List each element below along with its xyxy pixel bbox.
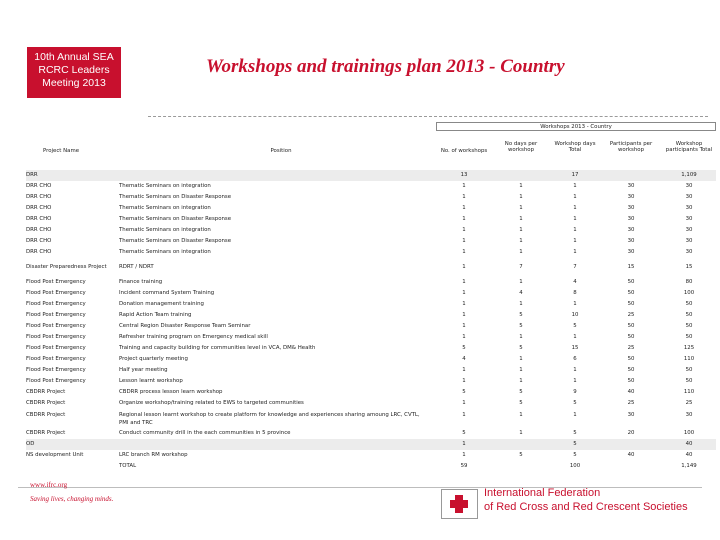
- cell-days-per-workshop: 5: [519, 389, 523, 395]
- cell-workshop-days-total: 6: [573, 356, 577, 362]
- cell-workshop-days-total: 1: [573, 301, 577, 307]
- cell-no-workshops: 1: [462, 227, 466, 233]
- cell-no-workshops: 5: [462, 430, 466, 436]
- cell-participants-per-workshop: 50: [627, 290, 635, 296]
- cell-no-workshops: 1: [462, 412, 466, 418]
- cell-project: Flood Post Emergency: [26, 312, 86, 318]
- cell-no-workshops: 1: [462, 290, 466, 296]
- cell-position: Organize workshop/training related to EWS to targeted communities: [119, 400, 304, 406]
- cell-position: Thematic Seminars on integration: [119, 227, 211, 233]
- table-row: [26, 332, 716, 343]
- cell-no-workshops: 1: [462, 301, 466, 307]
- cross-horizontal-bar: [450, 500, 468, 508]
- table-row: [26, 461, 716, 472]
- cell-project: CBDRR Project: [26, 400, 66, 406]
- cell-workshop-days-total: 1: [573, 334, 577, 340]
- cell-participants-per-workshop: 50: [627, 356, 635, 362]
- cell-participants-per-workshop: 25: [627, 400, 635, 406]
- cell-project: DRR CHO: [26, 249, 52, 255]
- cell-days-per-workshop: 1: [519, 183, 523, 189]
- cell-participants-per-workshop: 50: [627, 279, 635, 285]
- cell-participants-total: 1,109: [681, 172, 697, 178]
- cell-days-per-workshop: 5: [519, 400, 523, 406]
- cell-position: Refresher training program on Emergency medical skill: [119, 334, 268, 340]
- cell-workshop-days-total: 100: [569, 463, 581, 469]
- cell-participants-total: 25: [685, 400, 693, 406]
- table-row: [26, 376, 716, 387]
- cell-days-per-workshop: 1: [519, 334, 523, 340]
- cell-no-workshops: 4: [462, 356, 466, 362]
- table-row: [26, 192, 716, 203]
- table-body: [26, 170, 716, 472]
- cell-participants-total: 40: [685, 452, 693, 458]
- cell-workshop-days-total: 10: [571, 312, 579, 318]
- cell-no-workshops: 1: [462, 378, 466, 384]
- cell-workshop-days-total: 1: [573, 412, 577, 418]
- table-row: [26, 214, 716, 225]
- table-row: [26, 365, 716, 376]
- cell-position: Thematic Seminars on integration: [119, 249, 211, 255]
- cell-position: Lesson learnt workshop: [119, 378, 183, 384]
- col-project-name: Project Name: [42, 148, 80, 154]
- red-cross-logo-icon: [441, 489, 478, 519]
- cell-project: DRR CHO: [26, 238, 52, 244]
- table-row: [26, 428, 716, 439]
- cell-workshop-days-total: 1: [573, 378, 577, 384]
- cell-participants-total: 110: [683, 356, 695, 362]
- cell-position: Thematic Seminars on integration: [119, 183, 211, 189]
- cell-participants-per-workshop: 50: [627, 323, 635, 329]
- workshops-table: [26, 122, 716, 472]
- cell-days-per-workshop: 4: [519, 290, 523, 296]
- cell-participants-per-workshop: 40: [627, 389, 635, 395]
- cell-participants-total: 50: [685, 312, 693, 318]
- col-no-workshops: No. of workshops: [440, 148, 488, 154]
- cell-project: DRR: [26, 172, 38, 178]
- cell-participants-per-workshop: 40: [627, 452, 635, 458]
- cell-project: Flood Post Emergency: [26, 290, 86, 296]
- cell-project: DRR CHO: [26, 227, 52, 233]
- col-participants-total: Workshop participants Total: [665, 141, 713, 153]
- cell-position: Donation management training: [119, 301, 204, 307]
- cell-participants-total: 30: [685, 216, 693, 222]
- table-row: [26, 203, 716, 214]
- cell-project: OD: [26, 441, 35, 447]
- table-row: [26, 277, 716, 288]
- cell-participants-total: 30: [685, 227, 693, 233]
- cell-project: Flood Post Emergency: [26, 367, 86, 373]
- cell-participants-total: 50: [685, 301, 693, 307]
- cell-participants-per-workshop: 30: [627, 412, 635, 418]
- cell-days-per-workshop: 1: [519, 367, 523, 373]
- cell-participants-per-workshop: 20: [627, 430, 635, 436]
- table-row: [26, 181, 716, 192]
- cell-position: RDRT / NDRT: [119, 264, 154, 270]
- footer-slogan: Saving lives, changing minds.: [30, 495, 114, 503]
- cell-workshop-days-total: 4: [573, 279, 577, 285]
- cell-workshop-days-total: 1: [573, 183, 577, 189]
- table-row: [26, 288, 716, 299]
- cell-participants-total: 100: [683, 430, 695, 436]
- cell-project: Disaster Preparedness Project: [26, 264, 107, 270]
- cell-participants-total: 100: [683, 290, 695, 296]
- cell-project: DRR CHO: [26, 216, 52, 222]
- cell-participants-total: 125: [683, 345, 695, 351]
- cell-participants-per-workshop: 30: [627, 205, 635, 211]
- cell-position: Thematic Seminars on integration: [119, 205, 211, 211]
- cell-no-workshops: 1: [462, 367, 466, 373]
- table-row: [26, 225, 716, 236]
- cell-no-workshops: 59: [460, 463, 468, 469]
- cell-no-workshops: 1: [462, 194, 466, 200]
- cell-days-per-workshop: 1: [519, 412, 523, 418]
- cell-participants-total: 80: [685, 279, 693, 285]
- cell-days-per-workshop: 1: [519, 216, 523, 222]
- cell-participants-per-workshop: 15: [627, 264, 635, 270]
- cell-days-per-workshop: 1: [519, 356, 523, 362]
- cell-project: DRR CHO: [26, 183, 52, 189]
- cell-participants-total: 50: [685, 378, 693, 384]
- cell-project: DRR CHO: [26, 205, 52, 211]
- cell-workshop-days-total: 5: [573, 452, 577, 458]
- cell-project: Flood Post Emergency: [26, 378, 86, 384]
- cell-no-workshops: 1: [462, 264, 466, 270]
- table-row: [26, 387, 716, 398]
- cell-position: TOTAL: [119, 463, 137, 469]
- cell-participants-total: 15: [685, 264, 693, 270]
- cell-participants-total: 30: [685, 238, 693, 244]
- cell-workshop-days-total: 5: [573, 430, 577, 436]
- cell-days-per-workshop: 5: [519, 312, 523, 318]
- col-workshop-days-total: Workshop days Total: [554, 141, 596, 153]
- col-position: Position: [270, 148, 292, 154]
- cell-project: DRR CHO: [26, 194, 52, 200]
- cell-workshop-days-total: 1: [573, 205, 577, 211]
- cell-position: Training and capacity building for communities level in VCA, DM& Health: [119, 345, 316, 351]
- table-row: [26, 354, 716, 365]
- cell-position: Central Region Disaster Response Team Seminar: [119, 323, 251, 329]
- cell-no-workshops: 1: [462, 323, 466, 329]
- cell-no-workshops: 1: [462, 238, 466, 244]
- cell-position: Finance training: [119, 279, 163, 285]
- cell-participants-total: 30: [685, 412, 693, 418]
- cell-position: LRC branch RM workshop: [119, 452, 188, 458]
- cell-days-per-workshop: 5: [519, 452, 523, 458]
- col-days-per-workshop: No days per workshop: [504, 141, 538, 153]
- cell-participants-per-workshop: 25: [627, 345, 635, 351]
- group-header: Workshops 2013 - Country: [436, 122, 716, 131]
- table-row: [26, 321, 716, 332]
- table-row: [26, 398, 716, 409]
- cell-days-per-workshop: 1: [519, 238, 523, 244]
- cell-participants-per-workshop: 30: [627, 216, 635, 222]
- cell-participants-per-workshop: 50: [627, 334, 635, 340]
- footer-url[interactable]: www.ifrc.org: [30, 481, 68, 489]
- cell-no-workshops: 1: [462, 279, 466, 285]
- organization-name: International Federation of Red Cross and Red Crescent Societies: [484, 487, 688, 513]
- cell-no-workshops: 1: [462, 312, 466, 318]
- cell-participants-total: 50: [685, 323, 693, 329]
- cell-no-workshops: 13: [460, 172, 468, 178]
- table-row: [26, 299, 716, 310]
- table-row: [26, 170, 716, 181]
- cell-participants-total: 50: [685, 334, 693, 340]
- cell-workshop-days-total: 17: [571, 172, 579, 178]
- cell-project: Flood Post Emergency: [26, 301, 86, 307]
- cell-position: Thematic Seminars on Disaster Response: [119, 238, 232, 244]
- cell-project: Flood Post Emergency: [26, 356, 86, 362]
- table-row: [26, 262, 716, 273]
- cell-participants-per-workshop: 25: [627, 312, 635, 318]
- cell-workshop-days-total: 8: [573, 290, 577, 296]
- cell-participants-total: 50: [685, 367, 693, 373]
- cell-no-workshops: 5: [462, 389, 466, 395]
- table-header-row: [26, 131, 716, 170]
- table-row: [26, 439, 716, 450]
- cell-position: Half year meeting: [119, 367, 168, 373]
- cell-workshop-days-total: 5: [573, 400, 577, 406]
- cell-days-per-workshop: 1: [519, 194, 523, 200]
- cell-no-workshops: 1: [462, 183, 466, 189]
- cell-participants-total: 1,149: [681, 463, 697, 469]
- cell-no-workshops: 1: [462, 205, 466, 211]
- table-row: [26, 409, 716, 428]
- conference-badge: 10th Annual SEA RCRC Leaders Meeting 2013: [27, 47, 121, 98]
- cell-participants-total: 30: [685, 205, 693, 211]
- cell-days-per-workshop: 1: [519, 430, 523, 436]
- cell-participants-total: 40: [685, 441, 693, 447]
- table-row: [26, 247, 716, 258]
- cell-project: Flood Post Emergency: [26, 345, 86, 351]
- col-participants-per-workshop: Participants per workshop: [609, 141, 653, 153]
- table-row: [26, 343, 716, 354]
- cell-position: Project quarterly meeting: [119, 356, 188, 362]
- cell-position: Thematic Seminars on Disaster Response: [119, 216, 232, 222]
- cell-participants-per-workshop: 30: [627, 194, 635, 200]
- cell-workshop-days-total: 1: [573, 216, 577, 222]
- cell-position: Thematic Seminars on Disaster Response: [119, 194, 232, 200]
- cell-participants-per-workshop: 50: [627, 378, 635, 384]
- table-row: [26, 450, 716, 461]
- cell-workshop-days-total: 1: [573, 238, 577, 244]
- cell-position: Rapid Action Team training: [119, 312, 192, 318]
- table-row: [26, 310, 716, 321]
- cell-participants-per-workshop: 30: [627, 249, 635, 255]
- cell-workshop-days-total: 1: [573, 194, 577, 200]
- cell-project: Flood Post Emergency: [26, 334, 86, 340]
- cell-no-workshops: 1: [462, 441, 466, 447]
- cell-days-per-workshop: 5: [519, 323, 523, 329]
- cell-project: NS development Unit: [26, 452, 84, 458]
- cell-days-per-workshop: 1: [519, 249, 523, 255]
- cell-project: CBDRR Project: [26, 430, 66, 436]
- cell-workshop-days-total: 1: [573, 367, 577, 373]
- title-divider: [148, 116, 708, 117]
- cell-no-workshops: 1: [462, 400, 466, 406]
- cell-days-per-workshop: 7: [519, 264, 523, 270]
- cell-workshop-days-total: 1: [573, 227, 577, 233]
- cell-workshop-days-total: 15: [571, 345, 579, 351]
- cell-participants-per-workshop: 30: [627, 183, 635, 189]
- table-row: [26, 236, 716, 247]
- table-group-header-row: [26, 122, 716, 131]
- cell-position: Incident command System Training: [119, 290, 215, 296]
- cell-days-per-workshop: 1: [519, 205, 523, 211]
- cell-workshop-days-total: 9: [573, 389, 577, 395]
- cell-no-workshops: 1: [462, 452, 466, 458]
- cell-project: Flood Post Emergency: [26, 279, 86, 285]
- cell-no-workshops: 1: [462, 249, 466, 255]
- cell-workshop-days-total: 7: [573, 264, 577, 270]
- cell-days-per-workshop: 1: [519, 227, 523, 233]
- cell-position: CBDRR process lesson learn workshop: [119, 389, 223, 395]
- cell-participants-per-workshop: 30: [627, 238, 635, 244]
- cell-days-per-workshop: 1: [519, 279, 523, 285]
- cell-participants-total: 30: [685, 249, 693, 255]
- cell-days-per-workshop: 5: [519, 345, 523, 351]
- cell-participants-total: 30: [685, 194, 693, 200]
- cell-no-workshops: 5: [462, 345, 466, 351]
- cell-participants-per-workshop: 50: [627, 367, 635, 373]
- cell-participants-per-workshop: 30: [627, 227, 635, 233]
- cell-participants-total: 110: [683, 389, 695, 395]
- cell-days-per-workshop: 1: [519, 378, 523, 384]
- page-title: Workshops and trainings plan 2013 - Country: [206, 56, 565, 77]
- cell-workshop-days-total: 5: [573, 323, 577, 329]
- cell-position: Regional lesson learnt workshop to create platform for knowledge and experiences sharing amoung LRC, CVTL, PMI and TRC: [119, 412, 420, 426]
- cell-project: CBDRR Project: [26, 389, 66, 395]
- cell-participants-total: 30: [685, 183, 693, 189]
- cell-no-workshops: 1: [462, 334, 466, 340]
- cell-project: CBDRR Project: [26, 412, 66, 418]
- cell-workshop-days-total: 5: [573, 441, 577, 447]
- cell-position: Conduct community drill in the each communities in 5 province: [119, 430, 291, 436]
- cell-no-workshops: 1: [462, 216, 466, 222]
- cell-participants-per-workshop: 50: [627, 301, 635, 307]
- cell-workshop-days-total: 1: [573, 249, 577, 255]
- cell-days-per-workshop: 1: [519, 301, 523, 307]
- cell-project: Flood Post Emergency: [26, 323, 86, 329]
